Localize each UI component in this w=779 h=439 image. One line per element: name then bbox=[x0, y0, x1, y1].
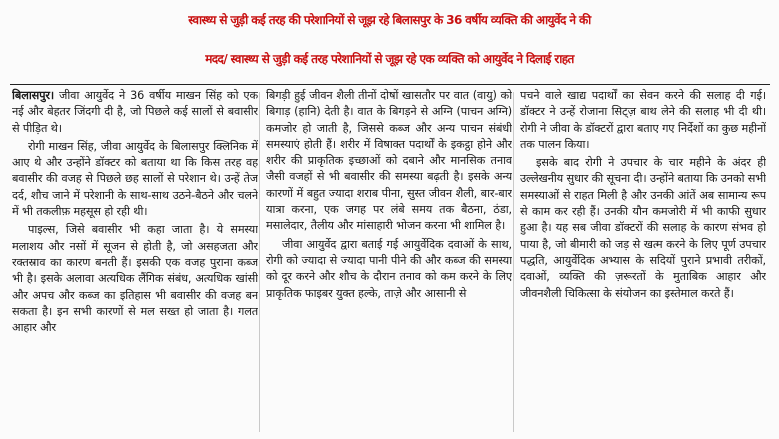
column-divider bbox=[513, 92, 514, 432]
article-paragraph: बिगड़ी हुई जीवन शैली तीनों दोषों खासतौर पर वात (वायु) को बिगाड़ (हानि) देती है। वात के बिगड़ने से अग्नि (पाचन अग्नि) कमजोर हो जाती है, जिससे कब्ज और अन्य पाचन संबंधी समस्याएं होती हैं। शरीर में विषाक्त पदार्थों के इकट्ठा होने और शरीर की प्राकृतिक इच्छाओं को दबाने और मानसिक तनाव जैसी वजहों से भी बवासीर की समस्या बढ़ती है। इसके अन्य कारणों में बहुत ज्यादा शराब पीना, सुस्त जीवन शैली, बार-बार यात्रा करना, एक जगह पर लंबे समय तक बैठना, ठंडा, मसालेदार, तैलीय और मांसाहारी भोजन करना भी शामिल है। bbox=[266, 89, 512, 233]
paragraph-text: जीवा आयुर्वेद ने 36 वर्षीय माखन सिंह को एक नई और बेहतर जिंदगी दी है, जो पिछले कई सालों से बवासीर से पीड़ित थे। bbox=[12, 89, 258, 135]
column-divider bbox=[259, 92, 260, 432]
article-paragraph: इसके बाद रोगी ने उपचार के चार महीने के अंदर ही उल्लेखनीय सुधार की सूचना दी। उन्होंने बताया कि उनको सभी समस्याओं से राहत मिली है और उनकी आंतें अब सामान्य रूप से काम कर रही हैं। उनकी यौन कमजोरी में भी काफी सुधार हुआ है। यह सब जीवा डॉक्टरों की सलाह के कारण संभव हो पाया है, जो बीमारी को जड़ से खत्म करने के लिए पूर्ण उपचार पद्धति, आयुर्वेदिक अभ्यास के सदियों पुराने प्रभावी तरीकों, दवाओं, व्यक्ति की ज़रूरतों के मुताबिक आहार और जीवनशैली चिकित्सा के संयोजन का इस्तेमाल करते हैं। bbox=[520, 156, 766, 300]
headline-divider bbox=[10, 84, 770, 85]
article-paragraph bbox=[12, 88, 258, 137]
article-paragraph: पचने वाले खाद्य पदार्थों का सेवन करने की सलाह दी गई। डॉक्टर ने उन्हें रोजाना सिट्ज़ बाथ लेने की सलाह भी दी थी। रोगी ने जीवा के डॉक्टरों द्वारा बताए गए निर्देशों का कुछ महीनों तक पालन किया। bbox=[520, 89, 766, 151]
article-column-3 bbox=[520, 88, 766, 433]
article-paragraph: रोगी माखन सिंह, जीवा आयुर्वेद के बिलासपुर क्लिनिक में आए थे और उन्होंने डॉक्टर को बताया था कि किस तरह वह बवासीर की वजह से पिछले छह सालों से परेशान थे। उन्हें तेज दर्द, शौच जाने में परेशानी के साथ-साथ उठने-बैठने और चलने में भी तकलीफ़ महसूस हो रही थी। bbox=[12, 139, 258, 219]
article-paragraph: पाइल्स, जिसे बवासीर भी कहा जाता है। ये समस्या मलाशय और नसों में सूजन से होती है, जो असहजता और रक्तस्राव का कारण बनती हैं। इसकी एक वजह पुराना कब्ज भी है। इसके अलावा अत्यधिक लैंगिक संबंध, अत्यधिक खांसी और अपच और कब्ज का इतिहास भी बवासीर की वजह बन सकता है। इन सभी कारणों से मल सख्त हो जाता है। गलत आहार और bbox=[12, 223, 258, 335]
headline-line-2: मदद/ स्वास्थ्य से जुड़ी कई तरह परेशानियों से जूझ रहे एक व्यक्ति को आयुर्वेद ने दिलाई राहत bbox=[205, 52, 574, 66]
article-paragraph: जीवा आयुर्वेद द्वारा बताई गई आयुर्वेदिक दवाओं के साथ, रोगी को ज्यादा से ज्यादा पानी पीने की और कब्ज की समस्या को दूर करने और शौच के दौरान तनाव को कम करने के लिए प्राकृतिक फाइबर युक्त हल्के, ताज़े और आसानी से bbox=[266, 237, 512, 300]
article-column-1 bbox=[12, 88, 258, 433]
article-column-2 bbox=[266, 88, 512, 433]
dateline: बिलासपुर। bbox=[12, 89, 55, 102]
headline-line-1: स्वास्थ्य से जुड़ी कई तरह की परेशानियों से जूझ रहे बिलासपुर के 36 वर्षीय व्यक्ति की आयुर्वेद ने की bbox=[188, 13, 591, 27]
